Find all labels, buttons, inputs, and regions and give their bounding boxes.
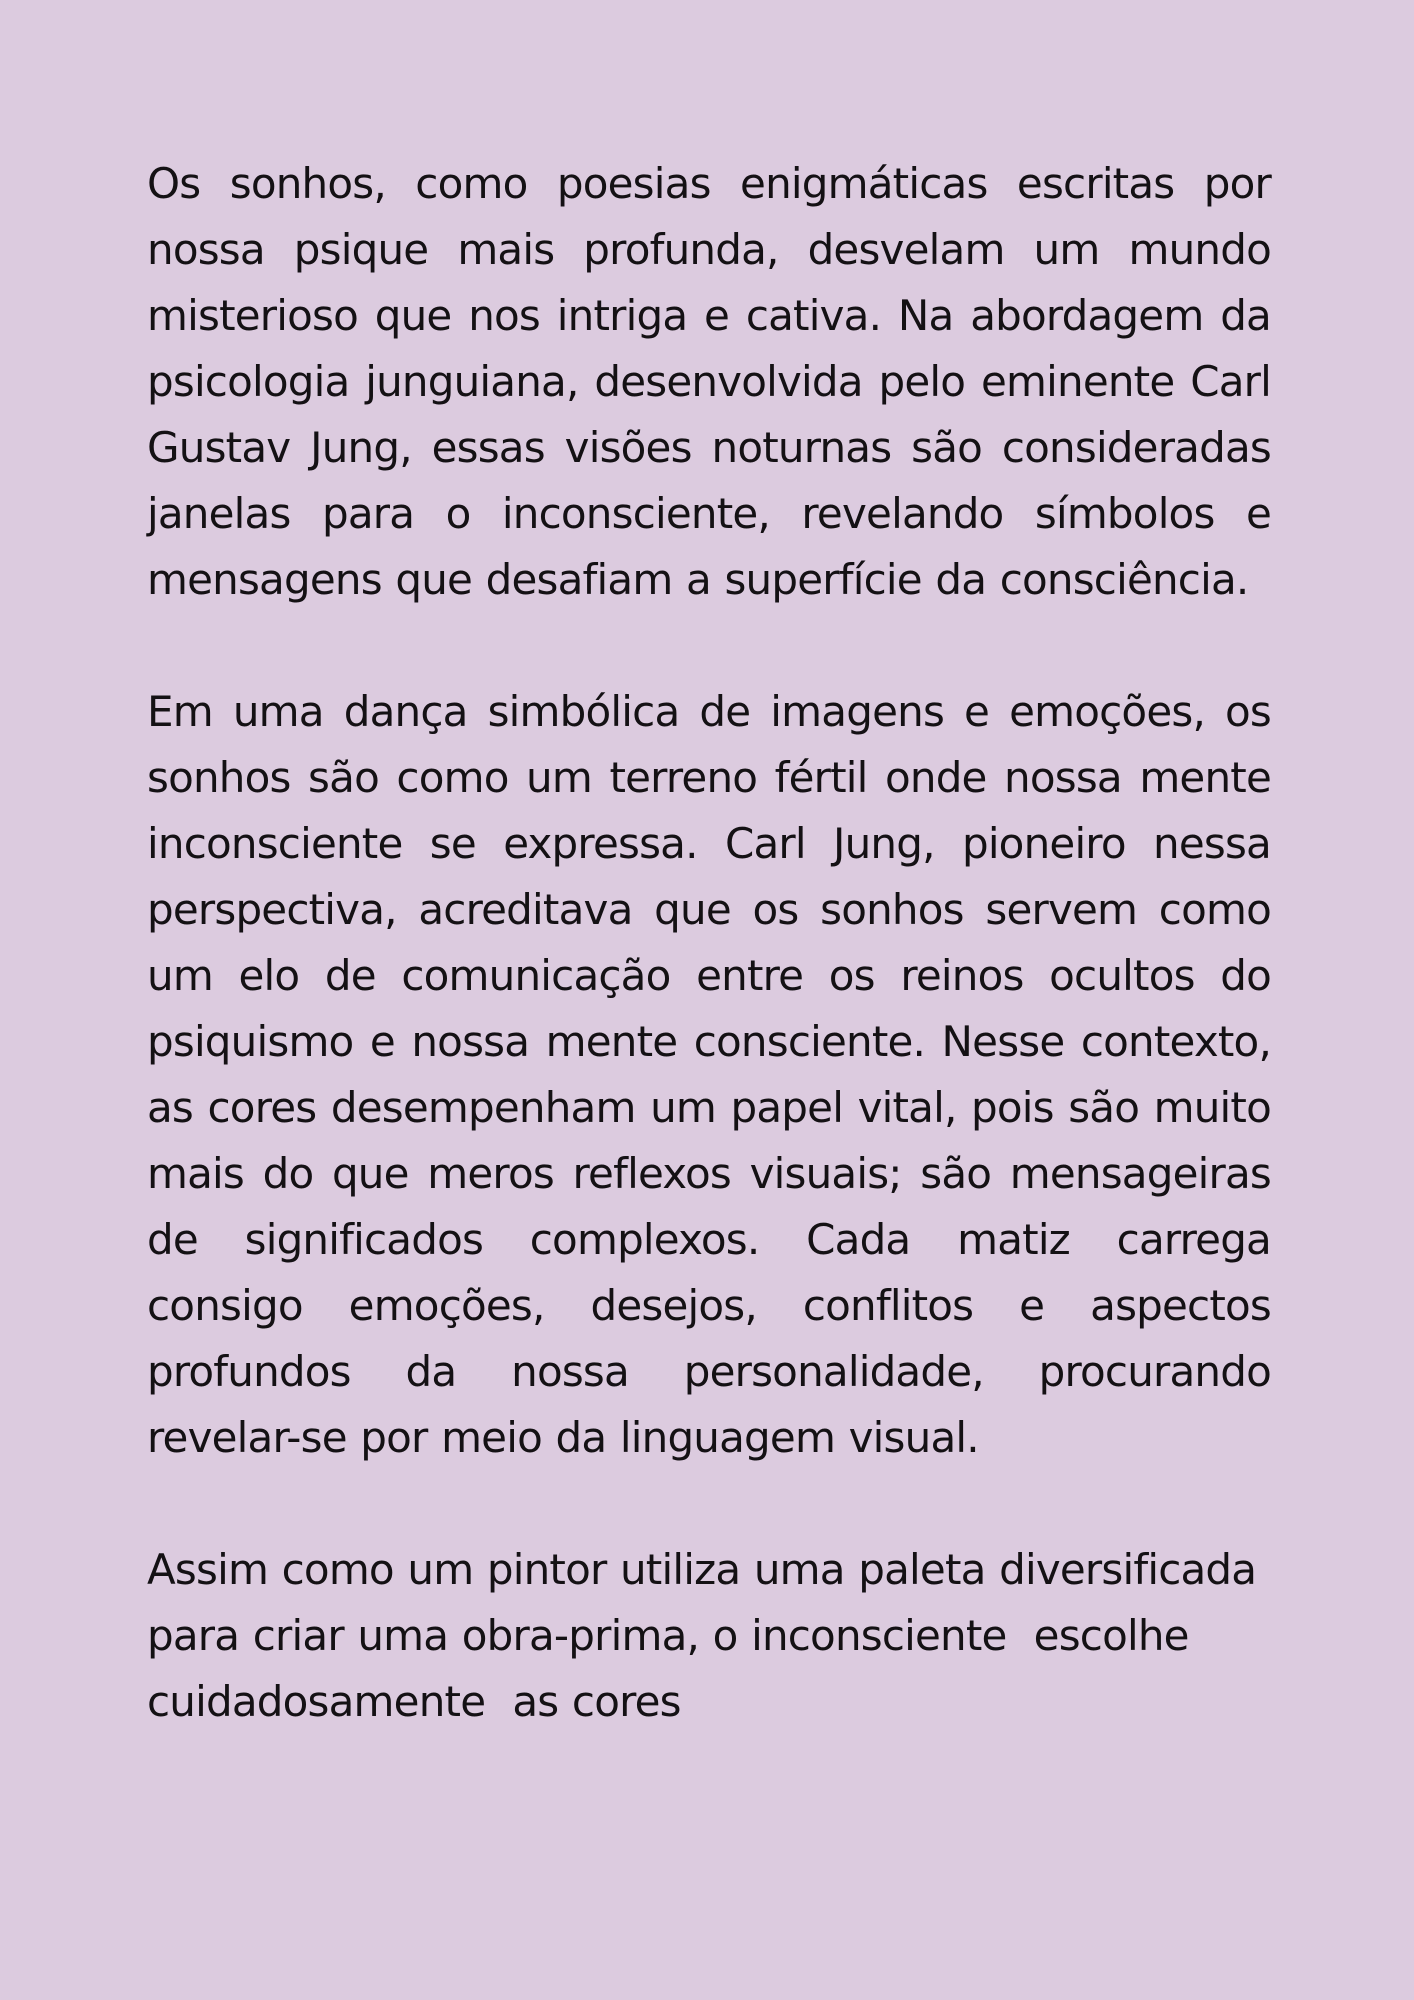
paragraph-symbolic-dance: Em uma dança simbólica de imagens e emoções, os sonhos são como um terreno fértil onde nossa mente inconsciente se expressa. Carl Jung, pioneiro nessa perspectiva, acreditava que os sonhos servem como um elo de comunicação entre os reinos ocultos do psiquismo e nossa mente consciente. Nesse contexto, as cores desempenham um papel vital, pois são muito mais do que meros reflexos visuais; são mensageiras de significados complexos. Cada matiz carrega consigo emoções, desejos, conflitos e aspectos profundos da nossa personalidade, procurando revelar-se por meio da linguagem visual. bbox=[147, 687, 1271, 1462]
paragraph-intro: Os sonhos, como poesias enigmáticas escritas por nossa psique mais profunda, desvelam um mundo misterioso que nos intriga e cativa. Na abordagem da psicologia junguiana, desenvolvida pelo eminente Carl Gustav Jung, essas visões noturnas são consideradas janelas para o inconsciente, revelando símbolos e mensagens que desafiam a superfície da consciência. bbox=[147, 159, 1271, 604]
paragraph-painter-palette: Assim como um pintor utiliza uma paleta diversificada para criar uma obra-prima, o inconsciente escolhe cuidadosamente as cores bbox=[147, 1545, 1270, 1726]
